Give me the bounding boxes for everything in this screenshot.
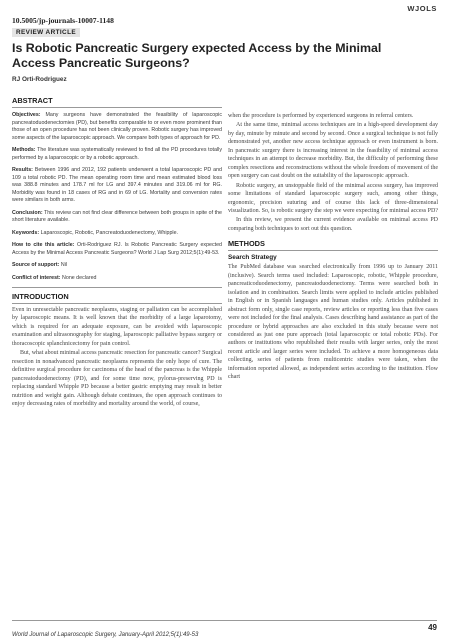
search-strategy-body <box>228 263 438 381</box>
abstract-heading: ABSTRACT <box>12 96 222 108</box>
body-paragraph: In this review, we present the current evidence available on minimal access PD comparing both techniques to sort out this question. <box>228 217 438 232</box>
page-footer <box>12 620 437 641</box>
support-label: Source of support: <box>12 262 60 268</box>
abstract-keywords <box>12 230 222 238</box>
keywords-label: Keywords: <box>12 229 40 236</box>
footer-citation: World Journal of Laparoscopic Surgery, January-April 2012;5(1):49-53 <box>12 632 199 638</box>
body-paragraph: At the same time, minimal access techniques are in a high-speed development day by day, minute by minute and second by second. Once a surgical technique is not fully demonstrated yet, another new access technique approach or even instrument is born. In pancreatic surgery there is increasing interest in the feasibility of minimal access techniques in an attempt to decrease morbidity. But, the difficulty of performing these complex resections and reconstructions without the whole freedom of movement of the open surgery can cast doubt on the suitability of the laparoscopic approach. <box>228 122 438 180</box>
abstract-conclusion <box>12 210 222 225</box>
intro-paragraph: Even in unresectable pancreatic neoplasms, staging or palliation can be accomplished by laparoscopic means. It is well known that the morbidity of a large laparotomy, which is required for an adequate exposure, can be avoided with laparoscopic examination and ultrasonography for staging, laparoscopic palliative bypass surgery or thoracoscopic splanchnicectomy for pain control. <box>12 307 222 347</box>
support-text: Nil <box>60 262 68 268</box>
introduction-body <box>12 306 222 408</box>
abstract-support <box>12 262 222 270</box>
abstract-methods <box>12 147 222 162</box>
cite-label: How to cite this article: <box>12 242 75 248</box>
introduction-heading: INTRODUCTION <box>12 292 222 304</box>
methods-heading: METHODS <box>228 239 438 251</box>
author: RJ Orti-Rodriguez <box>12 76 67 83</box>
right-column-body <box>228 112 438 233</box>
search-paragraph: The PubMed database was searched electronically from 1996 up to January 2011 (inclusive). Search terms used included: Laparoscopic, robotic, Whipple procedure, pancreaticoduodenectomy, pancreatoduodenectomy. Terms were searched both in isolation and in combination. Search limits were applied to include articles published in English or in Spanish languages and human studies only. Articles published in abstract form only, single case reports, review articles or reporting less than five cases were not included for the final analysis. Cases describing hand assistance as part of the procedure or hybrid approaches are also excluded in this study because were not considered as just one pure approach (total laparoscopic or total robotic PDs). For authors or institutions who republished their results with larger series, only the most recent article and larger series were included. To achieve a more homogeneous data collecting, series of patients from multicentric studies were taken, when the information reported allowed, as independent series according to the institution. Flow chart <box>228 264 438 381</box>
article-type-badge: REVIEW ARTICLE <box>12 28 80 37</box>
body-paragraph: Robotic surgery, an unstoppable field of the minimal access surgery, has improved some limitations of standard laparoscopic surgery such, among other things, ergonomic, precision suturing and of course this lack of three-dimensional visualization. So, is robotic surgery the step we were expecting for minimal access PD? <box>228 182 438 214</box>
left-column <box>12 96 222 616</box>
conclusion-label: Conclusion: <box>12 209 43 216</box>
abstract-cite <box>12 242 222 257</box>
cite-text: Orti-Rodriguez RJ. Is Robotic Pancreatic Surgery expected Access by the Minimal Access Pancreatic Surgeons? World J Lap Surg 2012;5(1):49-53. <box>12 242 222 256</box>
keywords-text: Laparoscopic, Robotic, Pancreatoduodenectomy, Whipple. <box>40 229 178 236</box>
abstract-objectives <box>12 112 222 142</box>
abstract <box>12 112 222 282</box>
body-paragraph: when the procedure is performed by experienced surgeons in referral centers. <box>228 113 414 119</box>
methods-label: Methods: <box>12 147 36 153</box>
conflict-text: None declared <box>62 274 97 281</box>
objectives-label: Objectives: <box>12 112 41 118</box>
methods-text: The literature was systematically reviewed to find all the PD procedures totally performed by a laparoscopic or by a robotic approach. <box>12 147 222 161</box>
results-text: Between 1996 and 2012, 192 patients underwent a total laparoscopic PD and 109 a total robotic PD. The mean operating room time and mean estimated blood loss was 388.8 minutes and 178.7 ml for LG and 397.4 minutes and 319.06 ml for RG. Morbidity was found in 18 cases of RG and in 69 of LG. Mortality and conversion rates were similars in both arms. <box>12 167 222 203</box>
abstract-conflict <box>12 275 222 283</box>
conclusion-text: This review can not find clear difference between both groups in spite of the short literature available. <box>12 209 222 223</box>
top-header-bar <box>0 0 449 13</box>
abstract-results <box>12 167 222 205</box>
results-label: Results: <box>12 167 33 173</box>
conflict-label: Conflict of interest: <box>12 274 61 281</box>
article-title: Is Robotic Pancreatic Surgery expected Access by the Minimal Access Pancreatic Surgeons? <box>12 41 382 70</box>
right-column <box>228 112 438 617</box>
search-strategy-heading: Search Strategy <box>228 254 277 262</box>
journal-tag: WJOLS <box>407 4 437 13</box>
page-number: 49 <box>428 623 437 632</box>
intro-paragraph: But, what about minimal access pancreatic resection for pancreatic cancer? Surgical resection in nonadvanced pancreatic neoplasms represents the only hope of cure. The definitive surgical procedure for carcinoma of the head of the pancreas is the Whipple pancreatoduodenectomy (PD), and for some time now, pylorus-preserving PD is replacing standard Whipple PD because a better gastric emptying may result in better nutrition and weight gain. Although debate continues, the open approach continues to enjoy decreasing rates of morbidity and mortality around the world, of course, <box>12 350 222 407</box>
objectives-text: Many surgeons have demonstrated the feasibility of laparoscopic pancreatoduodenectomies (PD), but benefits comparable to or even more prominent than those of an open procedure has not been clinically proven. Robotic surgery has improved some aspects of the laparoscopic approach. We compare both types of approach for PD. <box>12 112 222 141</box>
abstract-divider <box>12 287 222 288</box>
doi: 10.5005/jp-journals-10007-1148 <box>12 16 114 25</box>
